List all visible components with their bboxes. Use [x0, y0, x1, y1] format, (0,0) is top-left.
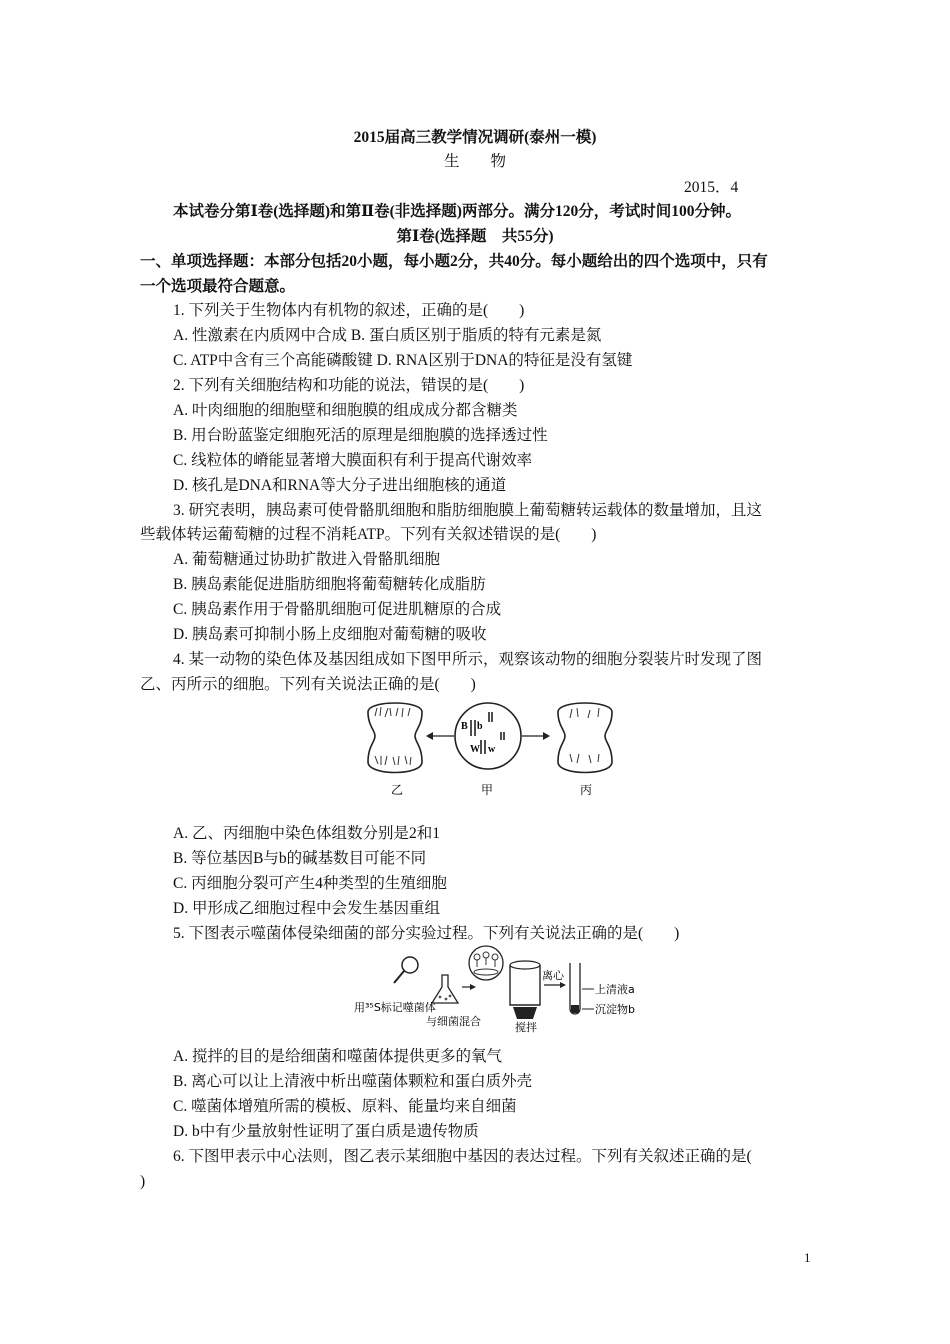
- q1-options-ab: A. 性激素在内质网中合成 B. 蛋白质区别于脂质的特有元素是氮: [173, 327, 602, 344]
- section-heading-line2: 一个选项最符合题意。: [140, 278, 296, 295]
- cell-jia-outline: [455, 703, 521, 769]
- gene-w-label: w: [488, 744, 496, 755]
- gene-b-label: b: [477, 721, 483, 732]
- q3-stem-line2: 些载体转运葡萄糖的过程不消耗ATP。下列有关叙述错误的是( ): [140, 526, 597, 543]
- phage-icons: [474, 952, 498, 975]
- stirrer-base: [513, 1007, 537, 1019]
- arrow-1-head: [470, 984, 476, 990]
- cell-division-figure: [360, 696, 620, 802]
- q2-option-d: D. 核孔是DNA和RNA等大分子进出细胞核的通道: [173, 477, 507, 494]
- exam-title: 2015届高三教学情况调研(泰州一模): [353, 129, 597, 146]
- label-bing: 丙: [580, 783, 593, 797]
- cell-yi-chromosomes: [375, 707, 411, 765]
- label-s35-phage: 用³⁵S标记噬菌体: [354, 1001, 436, 1014]
- arrow-head-bing: [543, 732, 550, 740]
- sediment-fill: [571, 1005, 579, 1013]
- exam-instructions: 本试卷分第Ⅰ卷(选择题)和第Ⅱ卷(非选择题)两部分。满分120分，考试时间100分钟。: [173, 203, 741, 220]
- q2-option-c: C. 线粒体的嵴能显著增大膜面积有利于提高代谢效率: [173, 452, 533, 469]
- q5-option-a: A. 搅拌的目的是给细菌和噬菌体提供更多的氧气: [173, 1048, 502, 1065]
- q6-stem-line1: 6. 下图甲表示中心法则，图乙表示某细胞中基因的表达过程。下列有关叙述正确的是(: [173, 1148, 752, 1165]
- gene-W-label: W: [470, 744, 480, 755]
- magnifier-icon: [402, 957, 418, 973]
- q3-option-d: D. 胰岛素可抑制小肠上皮细胞对葡萄糖的吸收: [173, 626, 487, 643]
- q1-stem: 1. 下列关于生物体内有机物的叙述，正确的是( ): [173, 302, 525, 319]
- supernatant-label: 上清液a: [595, 983, 635, 996]
- beaker-rim: [510, 961, 540, 969]
- q5-option-c: C. 噬菌体增殖所需的模板、原料、能量均来自细菌: [173, 1098, 517, 1115]
- q6-stem-line2: ): [140, 1173, 146, 1190]
- sediment-label: 沉淀物b: [595, 1003, 635, 1016]
- phage-experiment-figure: [350, 945, 660, 1035]
- q4-option-a: A. 乙、丙细胞中染色体组数分别是2和1: [173, 825, 440, 842]
- q2-option-a: A. 叶肉细胞的细胞壁和细胞膜的组成成分都含糖类: [173, 402, 518, 419]
- label-mix-bacteria: 与细菌混合: [426, 1015, 481, 1028]
- q2-stem: 2. 下列有关细胞结构和功能的说法，错误的是( ): [173, 377, 525, 394]
- cell-bing-outline: [558, 703, 612, 773]
- beaker-icon: [510, 965, 540, 1005]
- page-number: 1: [804, 1250, 811, 1265]
- arrow-2-head: [560, 982, 566, 988]
- q4-option-c: C. 丙细胞分裂可产生4种类型的生殖细胞: [173, 875, 447, 892]
- q5-option-d: D. b中有少量放射性证明了蛋白质是遗传物质: [173, 1123, 479, 1140]
- q5-option-b: B. 离心可以让上清液中析出噬菌体颗粒和蛋白质外壳: [173, 1073, 533, 1090]
- q5-stem: 5. 下图表示噬菌体侵染细菌的部分实验过程。下列有关说法正确的是( ): [173, 925, 680, 942]
- label-stir: 搅拌: [515, 1021, 537, 1034]
- q3-option-b: B. 胰岛素能促进脂肪细胞将葡萄糖转化成脂肪: [173, 576, 486, 593]
- centrifuge-label: 离心: [542, 969, 564, 982]
- label-yi: 乙: [391, 783, 404, 797]
- q3-option-c: C. 胰岛素作用于骨骼肌细胞可促进肌糖原的合成: [173, 601, 502, 618]
- cell-bing-chromosomes: [570, 708, 599, 763]
- subject-title: 生 物: [443, 153, 506, 170]
- q3-stem-line1: 3. 研究表明，胰岛素可使骨骼肌细胞和脂肪细胞膜上葡萄糖转运载体的数量增加，且这: [173, 502, 763, 519]
- magnifier-handle: [394, 971, 404, 983]
- part-title: 第Ⅰ卷(选择题 共55分): [396, 228, 554, 245]
- section-heading-line1: 一、单项选择题：本部分包括20小题，每小题2分，共40分。每小题给出的四个选项中，只有: [140, 253, 768, 270]
- q1-options-cd: C. ATP中含有三个高能磷酸键 D. RNA区别于DNA的特征是没有氢键: [173, 352, 633, 369]
- gene-B-label: B: [461, 721, 468, 732]
- exam-date: 2015．4: [684, 179, 739, 196]
- q4-option-b: B. 等位基因B与b的碱基数目可能不同: [173, 850, 427, 867]
- q2-option-b: B. 用台盼蓝鉴定细胞死活的原理是细胞膜的选择透过性: [173, 427, 548, 444]
- label-jia: 甲: [481, 783, 494, 797]
- q4-stem-line2: 乙、丙所示的细胞。下列有关说法正确的是( ): [140, 676, 476, 693]
- q3-option-a: A. 葡萄糖通过协助扩散进入骨骼肌细胞: [173, 551, 440, 568]
- q4-option-d: D. 甲形成乙细胞过程中会发生基因重组: [173, 900, 440, 917]
- q4-stem-line1: 4. 某一动物的染色体及基因组成如下图甲所示，观察该动物的细胞分裂装片时发现了图: [173, 651, 763, 668]
- flask-contents: [439, 995, 452, 1001]
- arrow-head-yi: [426, 732, 433, 740]
